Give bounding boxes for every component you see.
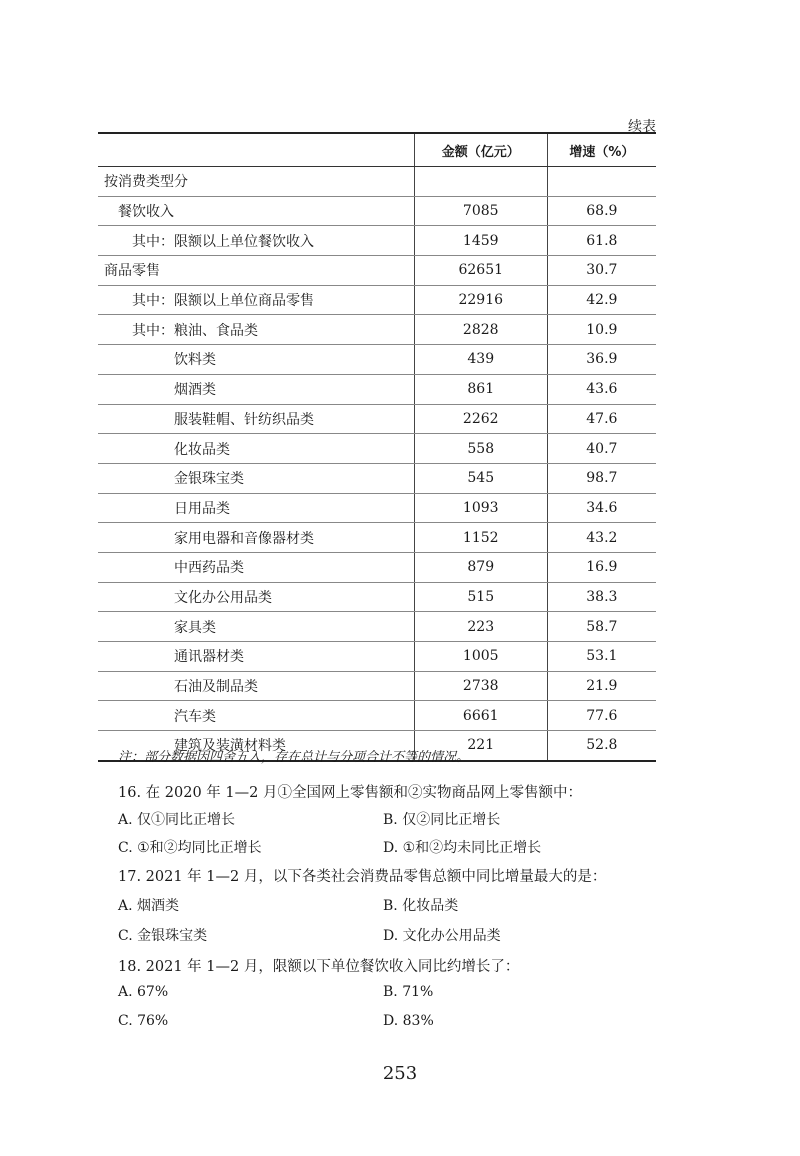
table-row xyxy=(98,404,656,434)
row-label: 汽车类 xyxy=(98,701,414,731)
continued-label: 续表 xyxy=(628,119,656,135)
header-growth: 增速（%） xyxy=(547,133,656,167)
row-growth: 52.8 xyxy=(547,731,656,761)
table-row xyxy=(98,582,656,612)
row-amount: 221 xyxy=(414,731,547,761)
row-label: 家具类 xyxy=(98,612,414,642)
row-amount: 861 xyxy=(414,374,547,404)
table-row xyxy=(98,463,656,493)
question-18-option-b[interactable]: B. 71% xyxy=(383,984,434,1000)
row-growth: 34.6 xyxy=(547,493,656,523)
table-row xyxy=(98,671,656,701)
row-amount: 545 xyxy=(414,463,547,493)
row-growth: 16.9 xyxy=(547,552,656,582)
question-16-option-c[interactable]: C. ①和②均同比正增长 xyxy=(118,840,262,856)
table-row xyxy=(98,374,656,404)
table-body xyxy=(98,167,656,761)
row-label: 其中：限额以上单位商品零售 xyxy=(98,285,414,315)
row-growth: 77.6 xyxy=(547,701,656,731)
table-row xyxy=(98,612,656,642)
row-growth: 58.7 xyxy=(547,612,656,642)
row-amount: 1005 xyxy=(414,642,547,672)
question-17-option-a[interactable]: A. 烟酒类 xyxy=(118,898,180,914)
row-growth: 61.8 xyxy=(547,226,656,256)
table-row xyxy=(98,642,656,672)
row-growth: 68.9 xyxy=(547,196,656,226)
row-growth: 53.1 xyxy=(547,642,656,672)
row-amount: 1093 xyxy=(414,493,547,523)
row-amount: 22916 xyxy=(414,285,547,315)
row-growth: 43.6 xyxy=(547,374,656,404)
table-note: 注：部分数据因四舍五入，存在总计与分项合计不等的情况。 xyxy=(118,750,470,765)
table-row xyxy=(98,315,656,345)
question-18-option-c[interactable]: C. 76% xyxy=(118,1013,169,1029)
row-growth: 10.9 xyxy=(547,315,656,345)
table-row xyxy=(98,167,656,197)
row-label: 文化办公用品类 xyxy=(98,582,414,612)
question-16-stem: 16. 在 2020 年 1—2 月①全国网上零售额和②实物商品网上零售额中： xyxy=(118,785,582,801)
row-label: 通讯器材类 xyxy=(98,642,414,672)
row-amount: 2828 xyxy=(414,315,547,345)
row-label: 日用品类 xyxy=(98,493,414,523)
row-growth: 21.9 xyxy=(547,671,656,701)
row-amount: 2262 xyxy=(414,404,547,434)
row-label: 中西药品类 xyxy=(98,552,414,582)
question-16-option-b[interactable]: B. 仅②同比正增长 xyxy=(383,812,501,828)
table-row xyxy=(98,285,656,315)
table-row xyxy=(98,493,656,523)
row-label: 按消费类型分 xyxy=(98,167,414,197)
page-number: 253 xyxy=(382,1063,418,1084)
table-row xyxy=(98,523,656,553)
row-amount: 7085 xyxy=(414,196,547,226)
table-row xyxy=(98,196,656,226)
row-amount: 62651 xyxy=(414,256,547,286)
question-17-option-d[interactable]: D. 文化办公用品类 xyxy=(383,928,501,944)
row-amount: 2738 xyxy=(414,671,547,701)
row-growth: 30.7 xyxy=(547,256,656,286)
question-17-stem: 17. 2021 年 1—2 月，以下各类社会消费品零售总额中同比增量最大的是： xyxy=(118,869,607,885)
row-amount: 879 xyxy=(414,552,547,582)
row-growth: 43.2 xyxy=(547,523,656,553)
row-amount: 6661 xyxy=(414,701,547,731)
row-label: 服装鞋帽、针纺织品类 xyxy=(98,404,414,434)
row-growth: 42.9 xyxy=(547,285,656,315)
row-label: 家用电器和音像器材类 xyxy=(98,523,414,553)
row-label: 其中：粮油、食品类 xyxy=(98,315,414,345)
row-label: 烟酒类 xyxy=(98,374,414,404)
row-growth: 47.6 xyxy=(547,404,656,434)
row-growth: 40.7 xyxy=(547,434,656,464)
row-label: 商品零售 xyxy=(98,256,414,286)
row-amount: 515 xyxy=(414,582,547,612)
row-growth xyxy=(547,167,656,197)
row-label: 饮料类 xyxy=(98,345,414,375)
row-amount xyxy=(414,167,547,197)
table-row xyxy=(98,226,656,256)
row-amount: 439 xyxy=(414,345,547,375)
row-growth: 36.9 xyxy=(547,345,656,375)
question-17-option-b[interactable]: B. 化妆品类 xyxy=(383,898,459,914)
row-amount: 1459 xyxy=(414,226,547,256)
question-17-option-c[interactable]: C. 金银珠宝类 xyxy=(118,928,208,944)
question-18-option-d[interactable]: D. 83% xyxy=(383,1013,434,1029)
row-amount: 558 xyxy=(414,434,547,464)
row-label: 金银珠宝类 xyxy=(98,463,414,493)
row-amount: 223 xyxy=(414,612,547,642)
header-amount: 金额（亿元） xyxy=(414,133,547,167)
row-label: 石油及制品类 xyxy=(98,671,414,701)
row-growth: 98.7 xyxy=(547,463,656,493)
question-16-option-a[interactable]: A. 仅①同比正增长 xyxy=(118,812,236,828)
row-growth: 38.3 xyxy=(547,582,656,612)
table-row xyxy=(98,552,656,582)
header-category xyxy=(98,133,414,167)
row-label: 其中：限额以上单位餐饮收入 xyxy=(98,226,414,256)
table-row xyxy=(98,256,656,286)
table-row xyxy=(98,434,656,464)
retail-sales-table xyxy=(98,132,656,762)
table-row xyxy=(98,345,656,375)
question-18-stem: 18. 2021 年 1—2 月，限额以下单位餐饮收入同比约增长了： xyxy=(118,959,520,975)
table-row xyxy=(98,701,656,731)
row-amount: 1152 xyxy=(414,523,547,553)
question-18-option-a[interactable]: A. 67% xyxy=(118,984,169,1000)
row-label: 建筑及装潢材料类 xyxy=(98,731,414,761)
row-label: 餐饮收入 xyxy=(98,196,414,226)
question-16-option-d[interactable]: D. ①和②均未同比正增长 xyxy=(383,840,542,856)
row-label: 化妆品类 xyxy=(98,434,414,464)
table-header-row xyxy=(98,133,656,167)
